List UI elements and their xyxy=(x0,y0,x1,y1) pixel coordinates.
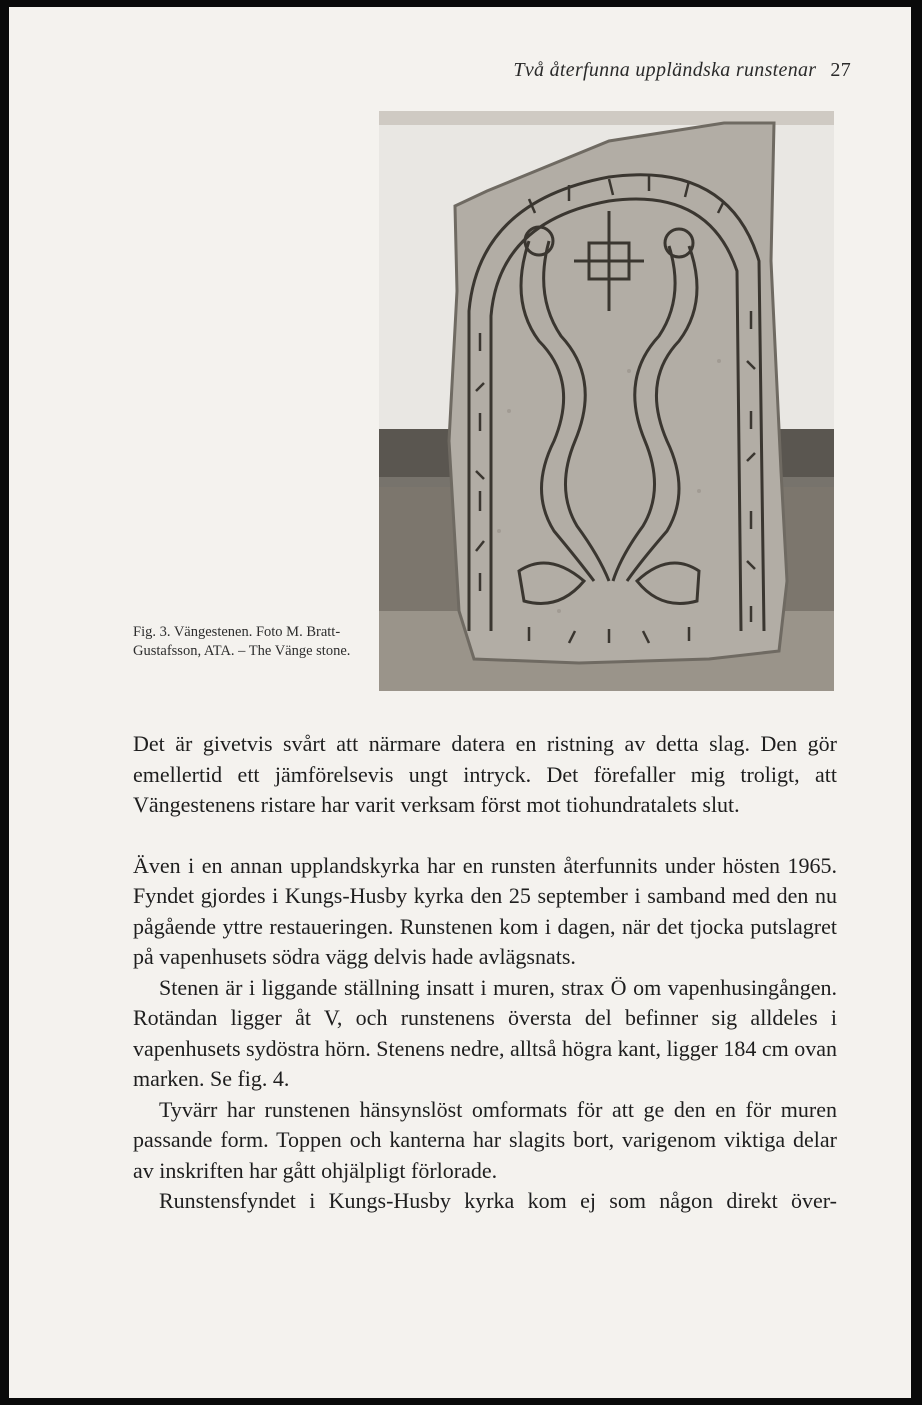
figure-caption: Fig. 3. Vängestenen. Foto M. Bratt-Gustafsson, ATA. – The Vänge stone. xyxy=(133,624,351,659)
paragraph-2: Även i en annan upplandskyrka har en runsten återfunnits under hösten 1965. Fyndet gjordes i Kungs-Husby kyrka den 25 september i samband med den nu pågående yttre restaueringen. Runstenen kom i dagen, när det tjocka putslagret på vapenhusets södra vägg delvis hade avlägsnats. xyxy=(133,852,837,969)
book-page xyxy=(9,7,911,1398)
paragraph-4: Tyvärr har runstenen hänsynslöst omformats för att ge den en för muren passande form. Toppen och kanterna har slagits bort, varigenom viktiga delar av inskriften har gått ohjälpligt förlorade. xyxy=(133,1096,837,1183)
running-header xyxy=(513,59,851,82)
runestone-photo-illustration xyxy=(379,111,834,691)
page-number: 27 xyxy=(830,59,851,81)
figure-photo-runestone xyxy=(379,111,834,691)
paragraph-5: Runstensfyndet i Kungs-Husby kyrka kom ej som någon direkt över- xyxy=(159,1188,837,1213)
body-text xyxy=(133,729,837,1217)
paragraph-1: Det är givetvis svårt att närmare datera en ristning av detta slag. Den gör emellertid ett jämförelsevis ungt intryck. Det förefaller mig troligt, att Vängestenens ristare har varit verksam först mot tiohundratalets slut. xyxy=(133,731,837,817)
paragraph-3: Stenen är i liggande ställning insatt i muren, strax Ö om vapenhusingången. Rotändan ligger åt V, och runstenens översta del befinner sig alldeles i vapenhusets sydöstra hörn. Stenens nedre, alltså högra kant, ligger 184 cm ovan marken. Se fig. 4. xyxy=(133,974,837,1091)
running-title: Två återfunna uppländska runstenar xyxy=(513,59,817,81)
